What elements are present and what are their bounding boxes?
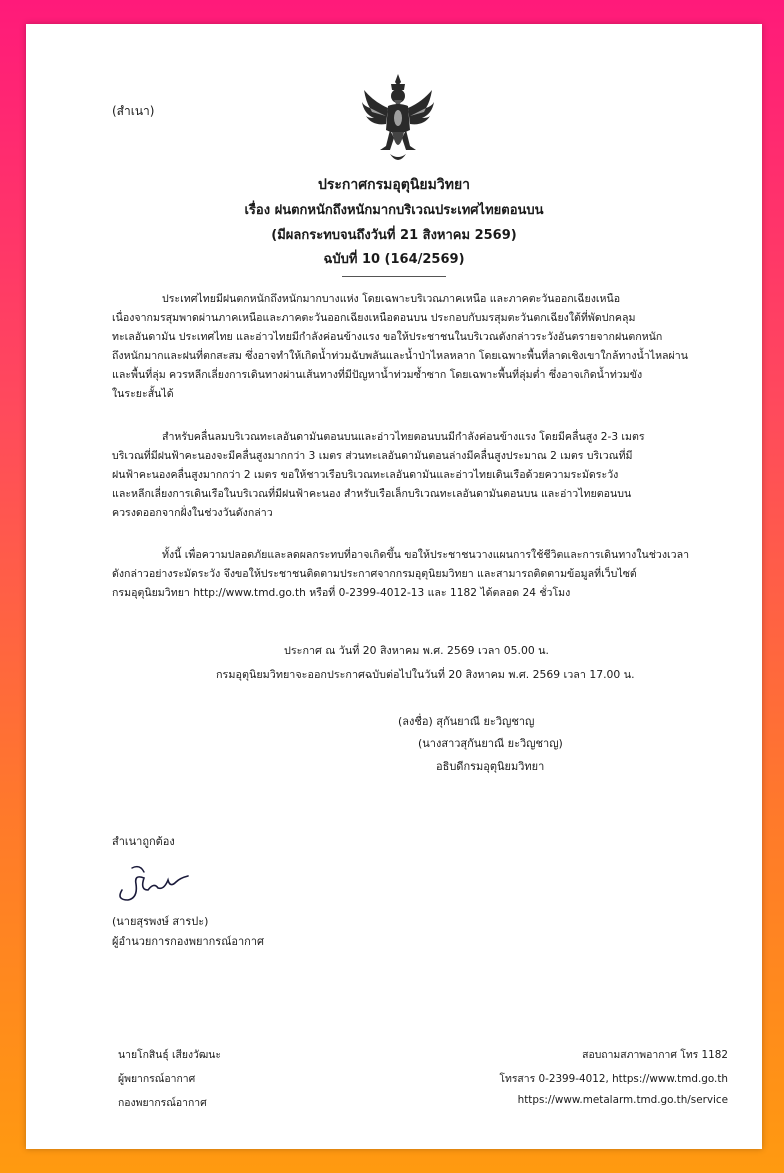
paragraph-line: กรมอุตุนิยมวิทยา http://www.tmd.go.th หรือที่ 0-2399-4012-13 และ 1182 ได้ตลอด 24 ชั่วโมง bbox=[112, 587, 571, 599]
signed-by: (ลงชื่อ) สุกันยาณี ยะวิญชาญ bbox=[398, 715, 535, 728]
paragraph-line: ประเทศไทยมีฝนตกหนักถึงหนักมากบางแห่ง โดยเฉพาะบริเวณภาคเหนือ และภาคตะวันออกเฉียงเหนือ bbox=[162, 293, 621, 305]
paragraph-line: ทะเลอันดามัน ประเทศไทย และอ่าวไทยมีกำลังค่อนข้างแรง ขอให้ประชาชนในบริเวณดังกล่าวระวังอันตรายจากฝนตกหนัก bbox=[112, 331, 663, 343]
title-divider bbox=[342, 276, 446, 277]
garuda-emblem-icon bbox=[360, 72, 436, 168]
paragraph-line: และพื้นที่ลุ่ม ควรหลีกเลี่ยงการเดินทางผ่านเส้นทางที่มีปัญหาน้ำท่วมซ้ำซาก โดยเฉพาะพื้นที่ลุ่มต่ำ ซึ่งอาจเกิดน้ำท่วมขัง bbox=[112, 369, 643, 381]
fax-website-info: โทรสาร 0-2399-4012, https://www.tmd.go.th bbox=[499, 1073, 728, 1085]
hotline-info: สอบถามสภาพอากาศ โทร 1182 bbox=[582, 1049, 728, 1061]
paragraph-rainfall bbox=[112, 290, 716, 404]
paragraph-waves bbox=[112, 428, 716, 523]
forecaster-division: กองพยากรณ์อากาศ bbox=[118, 1097, 207, 1109]
paragraph-line: ในระยะสั้นได้ bbox=[112, 388, 174, 400]
certifier-title: ผู้อำนวยการกองพยากรณ์อากาศ bbox=[112, 935, 265, 948]
copy-label: (สำเนา) bbox=[112, 104, 155, 118]
forecaster-name: นายโกสินธุ์ เสียงวัฒนะ bbox=[118, 1049, 221, 1061]
paragraph-safety bbox=[112, 546, 716, 603]
paragraph-line: ฝนฟ้าคะนองคลื่นสูงมากกว่า 2 เมตร ขอให้ชาวเรือบริเวณทะเลอันดามันและอ่าวไทยเดินเรือด้วยความระมัดระวัง bbox=[112, 469, 619, 481]
paragraph-line: บริเวณที่มีฝนฟ้าคะนองจะมีคลื่นสูงมากกว่า 3 เมตร ส่วนทะเลอันดามันตอนล่างมีคลื่นสูงประมาณ 2 เมตร บริเวณที่มี bbox=[112, 450, 633, 462]
forecaster-role: ผู้พยากรณ์อากาศ bbox=[118, 1073, 196, 1085]
certified-copy-label: สำเนาถูกต้อง bbox=[112, 835, 175, 848]
issue-number: ฉบับที่ 10 (164/2569) bbox=[323, 252, 465, 267]
paragraph-line: ทั้งนี้ เพื่อความปลอดภัยและลดผลกระทบที่อาจเกิดขึ้น ขอให้ประชาชนวางแผนการใช้ชีวิตและการเดินทางในช่วงเวลา bbox=[162, 549, 690, 561]
certifier-name: (นายสุรพงษ์ สารปะ) bbox=[112, 915, 209, 928]
issued-datetime: ประกาศ ณ วันที่ 20 สิงหาคม พ.ศ. 2569 เวลา 05.00 น. bbox=[284, 644, 549, 657]
paragraph-line: สำหรับคลื่นลมบริเวณทะเลอันดามันตอนบนและอ่าวไทยตอนบนมีกำลังค่อนข้างแรง โดยมีคลื่นสูง 2-3 เมตร bbox=[162, 431, 645, 443]
paragraph-line: และหลีกเลี่ยงการเดินเรือในบริเวณที่มีฝนฟ้าคะนอง สำหรับเรือเล็กบริเวณทะเลอันดามันตอนบน และอ่าวไทยตอนบน bbox=[112, 488, 632, 500]
service-url: https://www.metalarm.tmd.go.th/service bbox=[517, 1094, 728, 1106]
announcement-subject: เรื่อง ฝนตกหนักถึงหนักมากบริเวณประเทศไทยตอนบน bbox=[244, 203, 544, 218]
handwritten-signature-icon bbox=[114, 860, 194, 906]
document-page bbox=[26, 24, 762, 1149]
paragraph-line: ถึงหนักมากและฝนที่ตกสะสม ซึ่งอาจทำให้เกิดน้ำท่วมฉับพลันและน้ำป่าไหลหลาก โดยเฉพาะพื้นที่ลาดเชิงเขาใกล้ทางน้ำไหลผ่าน bbox=[112, 350, 688, 362]
signatory-name: (นางสาวสุกันยาณี ยะวิญชาญ) bbox=[418, 737, 563, 750]
announcement-title: ประกาศกรมอุตุนิยมวิทยา bbox=[317, 177, 471, 193]
paragraph-line: ดังกล่าวอย่างระมัดระวัง จึงขอให้ประชาชนติดตามประกาศจากกรมอุตุนิยมวิทยา และสามารถติดตามข้อมูลที่เว็บไซต์ bbox=[112, 568, 637, 580]
signatory-title: อธิบดีกรมอุตุนิยมวิทยา bbox=[436, 760, 545, 773]
next-issue-notice: กรมอุตุนิยมวิทยาจะออกประกาศฉบับต่อไปในวันที่ 20 สิงหาคม พ.ศ. 2569 เวลา 17.00 น. bbox=[216, 668, 635, 681]
effective-period: (มีผลกระทบจนถึงวันที่ 21 สิงหาคม 2569) bbox=[271, 228, 517, 243]
paragraph-line: ควรงดออกจากฝั่งในช่วงวันดังกล่าว bbox=[112, 507, 273, 519]
paragraph-line: เนื่องจากมรสุมพาดผ่านภาคเหนือและภาคตะวันออกเฉียงเหนือตอนบน ประกอบกับมรสุมตะวันตกเฉียงใต้ที่พัดปกคลุม bbox=[112, 312, 636, 324]
